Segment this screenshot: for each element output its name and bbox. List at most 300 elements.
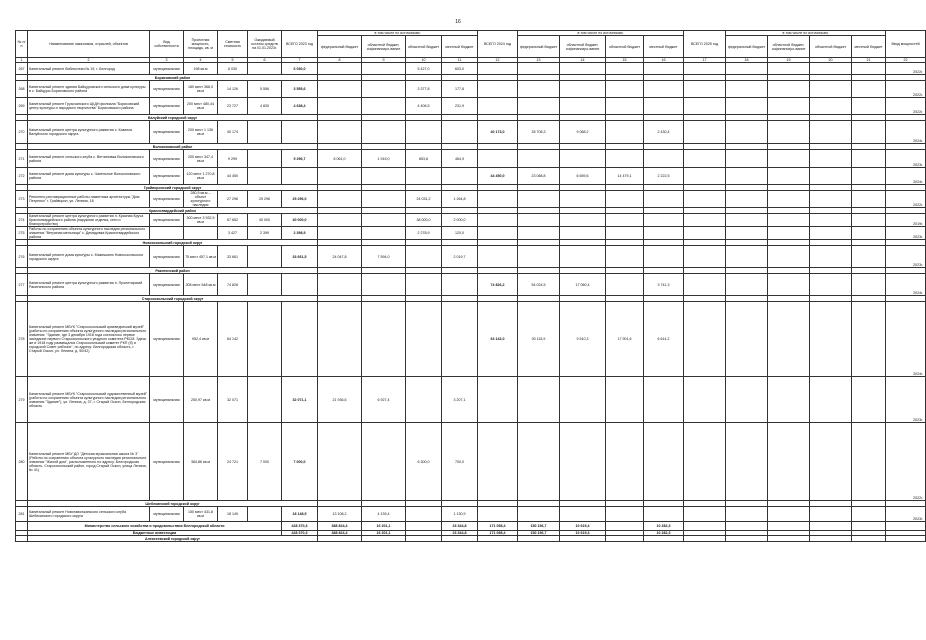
commission-year: 2022г. bbox=[886, 63, 926, 75]
total-2025 bbox=[684, 274, 726, 296]
local-2025 bbox=[852, 423, 886, 501]
local-2023: 2 019,7 bbox=[442, 246, 478, 268]
remainder bbox=[248, 121, 282, 144]
commission-year: 2024г. bbox=[886, 121, 926, 144]
totals-f24: 150 156,7 bbox=[518, 531, 560, 536]
total-2024: 40 173,0 bbox=[478, 121, 518, 144]
commission-year: 2023г. bbox=[886, 377, 926, 423]
section-title: Алексеевский городской округ bbox=[28, 536, 318, 542]
empty-cell bbox=[644, 536, 684, 542]
estimated-cost: 27 296 bbox=[218, 191, 248, 208]
regional-2025 bbox=[810, 227, 852, 240]
column-number: 4 bbox=[184, 58, 218, 63]
header-sources-2023: в том числе по источникам: bbox=[318, 31, 478, 36]
commission-year: 2022г. bbox=[886, 98, 926, 115]
regional-cofin-2025 bbox=[768, 191, 810, 208]
regional-cofin-2025 bbox=[768, 168, 810, 185]
local-2025 bbox=[852, 150, 886, 168]
section-title: Волоконовский район bbox=[28, 144, 318, 150]
federal-2023 bbox=[318, 63, 362, 75]
federal-2025 bbox=[726, 63, 768, 75]
capacity: 280,9 кв.м – объект культурного наследия bbox=[184, 191, 218, 208]
local-2024 bbox=[644, 150, 684, 168]
estimated-cost: 18 149 bbox=[218, 507, 248, 522]
regional-cofin-2024 bbox=[560, 246, 606, 268]
federal-2023 bbox=[318, 214, 362, 227]
regional-2023 bbox=[406, 274, 442, 296]
column-number: 12 bbox=[478, 58, 518, 63]
federal-2023 bbox=[318, 274, 362, 296]
local-2023 bbox=[442, 121, 478, 144]
empty-cell bbox=[684, 522, 726, 531]
federal-2024 bbox=[518, 98, 560, 115]
local-2024 bbox=[644, 98, 684, 115]
header-sources-2024: в том числе по источникам: bbox=[518, 31, 684, 36]
row-number: 274 bbox=[16, 214, 28, 227]
ownership: муниципальная bbox=[150, 507, 184, 522]
regional-cofin-2025 bbox=[768, 377, 810, 423]
remainder bbox=[248, 302, 282, 377]
total-2023: 25 296,0 bbox=[282, 191, 318, 208]
object-name: Ремонтно-реставрационные работы памятника архитектуры "Дом Петренко" г. Грайворон, ул. Ленина, 18 bbox=[28, 191, 150, 208]
total-2024 bbox=[478, 246, 518, 268]
federal-2023 bbox=[318, 302, 362, 377]
federal-2023 bbox=[318, 121, 362, 144]
total-2025 bbox=[684, 227, 726, 240]
table-row bbox=[16, 274, 926, 296]
totals-l24: 10 282,3 bbox=[644, 531, 684, 536]
regional-cofin-2024: 9 510,3 bbox=[560, 302, 606, 377]
totals-t23: 428 370,3 bbox=[282, 522, 318, 531]
empty-cell bbox=[362, 536, 406, 542]
column-number: 16 bbox=[644, 58, 684, 63]
header-obl-2025: областной бюджет bbox=[810, 36, 852, 58]
federal-2025 bbox=[726, 227, 768, 240]
remainder bbox=[248, 246, 282, 268]
capacity: 300 мест 3 932,9 кв.м bbox=[184, 214, 218, 227]
capacity: 200 мест 347,4 кв.м bbox=[184, 150, 218, 168]
remainder: 25 296 bbox=[248, 191, 282, 208]
total-2024: 44 450,0 bbox=[478, 168, 518, 185]
totals-oc23: 16 201,1 bbox=[362, 522, 406, 531]
estimated-cost: 24 721 bbox=[218, 423, 248, 501]
federal-2025 bbox=[726, 150, 768, 168]
capacity bbox=[184, 227, 218, 240]
local-2025 bbox=[852, 168, 886, 185]
federal-2025 bbox=[726, 191, 768, 208]
header-fed-2023: федеральный бюджет bbox=[318, 36, 362, 58]
empty-cell bbox=[560, 536, 606, 542]
regional-2024 bbox=[606, 507, 644, 522]
regional-cofin-2024 bbox=[560, 191, 606, 208]
header-oblcof-2025: областной бюджет, софинансиро-вание bbox=[768, 36, 810, 58]
header-oblcof-2024: областной бюджет, софинансиро-вание bbox=[560, 36, 606, 58]
regional-cofin-2023 bbox=[362, 81, 406, 98]
estimated-cost: 33 661 bbox=[218, 246, 248, 268]
local-2024: 3 741,3 bbox=[644, 274, 684, 296]
total-2025 bbox=[684, 246, 726, 268]
column-number: 11 bbox=[442, 58, 478, 63]
regional-2024: 17 901,6 bbox=[606, 302, 644, 377]
header-obl-2024: областной бюджет bbox=[606, 36, 644, 58]
header-total-2025: ВСЕГО 2025 год bbox=[684, 31, 726, 58]
regional-cofin-2025 bbox=[768, 423, 810, 501]
commission-year: 2022г. bbox=[886, 191, 926, 208]
regional-cofin-2023 bbox=[362, 191, 406, 208]
regional-cofin-2023 bbox=[362, 121, 406, 144]
local-2023 bbox=[442, 274, 478, 296]
totals-o24 bbox=[606, 522, 644, 531]
empty-cell bbox=[852, 536, 886, 542]
empty-cell bbox=[768, 536, 810, 542]
local-2024 bbox=[644, 191, 684, 208]
local-2025 bbox=[852, 191, 886, 208]
total-2025 bbox=[684, 63, 726, 75]
regional-2024: 14 479,1 bbox=[606, 168, 644, 185]
section-title: Борисовский район bbox=[28, 75, 318, 81]
regional-cofin-2023 bbox=[362, 423, 406, 501]
remainder bbox=[248, 150, 282, 168]
section-title: Ракитянский район bbox=[28, 268, 318, 274]
column-number: 17 bbox=[684, 58, 726, 63]
object-name: Капитальный ремонт центра культурного развития с. Казинка Валуйского городского округа bbox=[28, 121, 150, 144]
federal-2023: 24 047,8 bbox=[318, 246, 362, 268]
regional-cofin-2023 bbox=[362, 302, 406, 377]
regional-2024 bbox=[606, 81, 644, 98]
local-2023 bbox=[442, 302, 478, 377]
object-name: Работы по сохранению объекта культурного наследия регионального значения "Ветряная мельница" с. Демидовка Красногвардейского района bbox=[28, 227, 150, 240]
regional-cofin-2025 bbox=[768, 150, 810, 168]
remainder: 40 000 bbox=[248, 214, 282, 227]
total-2023: 2 398,9 bbox=[282, 227, 318, 240]
section-spacer bbox=[16, 536, 28, 542]
total-2023 bbox=[282, 274, 318, 296]
regional-cofin-2025 bbox=[768, 274, 810, 296]
ownership: муниципальная bbox=[150, 377, 184, 423]
total-2024: 64 142,0 bbox=[478, 302, 518, 377]
federal-2024 bbox=[518, 246, 560, 268]
federal-2024 bbox=[518, 150, 560, 168]
row-number: 268 bbox=[16, 81, 28, 98]
header-remainder: Ожидаемый остаток средств на 01.01.2023г. bbox=[248, 31, 282, 58]
regional-2024 bbox=[606, 377, 644, 423]
capacity: 198 кв.м bbox=[184, 63, 218, 75]
header-cost: Сметная стоимость bbox=[218, 31, 248, 58]
regional-cofin-2025 bbox=[768, 121, 810, 144]
total-2023 bbox=[282, 121, 318, 144]
regional-2023 bbox=[406, 377, 442, 423]
local-2023: 120,0 bbox=[442, 227, 478, 240]
local-2024 bbox=[644, 377, 684, 423]
local-2025 bbox=[852, 302, 886, 377]
regional-2024 bbox=[606, 98, 644, 115]
estimated-cost: 3 427 bbox=[218, 227, 248, 240]
table-row bbox=[16, 121, 926, 144]
totals-f23: 388 824,4 bbox=[318, 522, 362, 531]
total-2024 bbox=[478, 507, 518, 522]
federal-2025 bbox=[726, 246, 768, 268]
capacity: 208 мест 648 кв.м bbox=[184, 274, 218, 296]
total-2025 bbox=[684, 150, 726, 168]
column-number: 9 bbox=[362, 58, 406, 63]
object-name: Капитальный ремонт Новотаволжанского сельского клуба Шебекинского городского округа bbox=[28, 507, 150, 522]
total-2024 bbox=[478, 423, 518, 501]
column-number: 18 bbox=[726, 58, 768, 63]
table-row bbox=[16, 81, 926, 98]
regional-cofin-2024 bbox=[560, 227, 606, 240]
regional-2025 bbox=[810, 274, 852, 296]
capacity: 120 мест 1 270,8 кв.м bbox=[184, 168, 218, 185]
regional-2024 bbox=[606, 246, 644, 268]
federal-2024: 54 024,5 bbox=[518, 274, 560, 296]
regional-2023: 3 377,8 bbox=[406, 81, 442, 98]
commission-year: 2022г. bbox=[886, 423, 926, 501]
regional-2024 bbox=[606, 227, 644, 240]
total-2023: 18 148,5 bbox=[282, 507, 318, 522]
totals-row bbox=[16, 522, 926, 531]
total-2025 bbox=[684, 81, 726, 98]
page-number: 16 bbox=[455, 19, 461, 25]
ownership: муниципальная bbox=[150, 98, 184, 115]
local-2023: 3 207,1 bbox=[442, 377, 478, 423]
column-number: 1 bbox=[16, 58, 28, 63]
commission-year: 2023г. bbox=[886, 246, 926, 268]
object-name: Капитальный ремонт дома культуры с. Чапельное Волоконовского района bbox=[28, 168, 150, 185]
regional-cofin-2024 bbox=[560, 377, 606, 423]
regional-cofin-2025 bbox=[768, 63, 810, 75]
ownership: муниципальная bbox=[150, 302, 184, 377]
empty-cell bbox=[810, 522, 852, 531]
totals-label: Министерство сельского хозяйства и продовольствия Белгородской области bbox=[28, 522, 282, 531]
regional-cofin-2025 bbox=[768, 81, 810, 98]
ownership: муниципальная bbox=[150, 191, 184, 208]
estimated-cost: 9 299 bbox=[218, 150, 248, 168]
capacity: 180 мест 366,0 кв.м bbox=[184, 81, 218, 98]
total-2023: 40 000,0 bbox=[282, 214, 318, 227]
regional-cofin-2023: 7 594,0 bbox=[362, 246, 406, 268]
local-2025 bbox=[852, 63, 886, 75]
federal-2024 bbox=[518, 423, 560, 501]
header-ownership: Вид собственности bbox=[150, 31, 184, 58]
local-2023: 231,9 bbox=[442, 98, 478, 115]
header-total-2024: ВСЕГО 2024 год bbox=[478, 31, 518, 58]
total-2023: 6 030,0 bbox=[282, 63, 318, 75]
section-title: Валуйский городской округ bbox=[28, 115, 318, 121]
regional-2024 bbox=[606, 274, 644, 296]
header-total-2023: ВСЕГО 2023 год bbox=[282, 31, 318, 58]
total-2023: 33 661,5 bbox=[282, 246, 318, 268]
row-number: 272 bbox=[16, 168, 28, 185]
header-loc-2024: местный бюджет bbox=[644, 36, 684, 58]
empty-cell bbox=[810, 536, 852, 542]
federal-2025 bbox=[726, 214, 768, 227]
total-2023: 4 638,4 bbox=[282, 98, 318, 115]
header-obl-2023: областной бюджет bbox=[406, 36, 442, 58]
federal-2025 bbox=[726, 302, 768, 377]
column-number: 20 bbox=[810, 58, 852, 63]
regional-2024 bbox=[606, 423, 644, 501]
regional-2023 bbox=[406, 246, 442, 268]
ownership: муниципальная bbox=[150, 81, 184, 98]
column-number: 19 bbox=[768, 58, 810, 63]
total-2025 bbox=[684, 377, 726, 423]
federal-2023 bbox=[318, 168, 362, 185]
ownership: муниципальная bbox=[150, 63, 184, 75]
totals-l23: 23 344,8 bbox=[442, 531, 478, 536]
estimated-cost: 14 126 bbox=[218, 81, 248, 98]
regional-cofin-2024 bbox=[560, 150, 606, 168]
remainder bbox=[248, 507, 282, 522]
regional-cofin-2023 bbox=[362, 98, 406, 115]
empty-cell bbox=[442, 536, 478, 542]
totals-f24: 150 156,7 bbox=[518, 522, 560, 531]
column-number: 10 bbox=[406, 58, 442, 63]
regional-2025 bbox=[810, 168, 852, 185]
header-sources-2025: в том числе по источникам: bbox=[726, 31, 886, 36]
table-row bbox=[16, 214, 926, 227]
commission-year: 2023г. bbox=[886, 507, 926, 522]
empty-cell bbox=[478, 536, 518, 542]
table-row bbox=[16, 98, 926, 115]
federal-2024: 23 088,8 bbox=[518, 168, 560, 185]
total-2025 bbox=[684, 98, 726, 115]
object-name: Капитальный ремонт Грузсчанского ЦКДН филиала "Борисовский центр культуры и народного творчества" Борисовского района bbox=[28, 98, 150, 115]
federal-2024: 30 115,9 bbox=[518, 302, 560, 377]
ownership bbox=[150, 227, 184, 240]
regional-2023 bbox=[406, 168, 442, 185]
regional-2025 bbox=[810, 302, 852, 377]
local-2025 bbox=[852, 227, 886, 240]
object-name: Капитальный ремонт дома культуры с. Макешкино Новооскольского городского округа bbox=[28, 246, 150, 268]
totals-l23: 23 344,8 bbox=[442, 522, 478, 531]
total-2024 bbox=[478, 63, 518, 75]
total-2025 bbox=[684, 214, 726, 227]
federal-2025 bbox=[726, 274, 768, 296]
estimated-cost: 32 071 bbox=[218, 377, 248, 423]
object-name: Капитальный ремонт библиотеки № 19, г. Белгород bbox=[28, 63, 150, 75]
regional-cofin-2025 bbox=[768, 214, 810, 227]
regional-cofin-2023 bbox=[362, 214, 406, 227]
regional-2025 bbox=[810, 81, 852, 98]
commission-year: 2024г. bbox=[886, 302, 926, 377]
table-body bbox=[16, 63, 926, 542]
total-2023 bbox=[282, 168, 318, 185]
total-2024 bbox=[478, 214, 518, 227]
commission-year: 2024г. bbox=[886, 168, 926, 185]
local-2025 bbox=[852, 507, 886, 522]
empty-cell bbox=[726, 522, 768, 531]
regional-2025 bbox=[810, 98, 852, 115]
federal-2023 bbox=[318, 191, 362, 208]
federal-2023: 6 061,0 bbox=[318, 150, 362, 168]
regional-2025 bbox=[810, 150, 852, 168]
regional-2025 bbox=[810, 507, 852, 522]
total-2025 bbox=[684, 191, 726, 208]
section-title: Старооскольский городской округ bbox=[28, 296, 318, 302]
remainder bbox=[248, 274, 282, 296]
row-number: 280 bbox=[16, 423, 28, 501]
total-2025 bbox=[684, 302, 726, 377]
header-fed-2024: федеральный бюджет bbox=[518, 36, 560, 58]
regional-2025 bbox=[810, 246, 852, 268]
federal-2024: 28 708,3 bbox=[518, 121, 560, 144]
total-2024 bbox=[478, 191, 518, 208]
table-row bbox=[16, 302, 926, 377]
ownership: муниципальная bbox=[150, 423, 184, 501]
totals-oc24: 10 619,4 bbox=[560, 531, 606, 536]
empty-cell bbox=[852, 522, 886, 531]
local-2025 bbox=[852, 214, 886, 227]
local-2025 bbox=[852, 81, 886, 98]
regional-2025 bbox=[810, 191, 852, 208]
header-loc-2023: местный бюджет bbox=[442, 36, 478, 58]
section-title: Красногвардейский район bbox=[28, 208, 318, 214]
row-number: 275 bbox=[16, 227, 28, 240]
total-2024 bbox=[478, 81, 518, 98]
header-loc-2025: местный бюджет bbox=[852, 36, 886, 58]
column-number: 2 bbox=[28, 58, 150, 63]
local-2025 bbox=[852, 246, 886, 268]
regional-cofin-2024: 9 068,2 bbox=[560, 121, 606, 144]
empty-cell bbox=[318, 536, 362, 542]
regional-cofin-2025 bbox=[768, 246, 810, 268]
object-name: Капитальный ремонт МБУК "Старооскольский краеведческий музей" (работы по сохранению объекта культурного наследия регионального значения: "Здание, где 3 декабря 1918 года состоялось первое заседание первого Старооскольского уездного комитета РКСМ. Здесь же в 1918 году размещался Старооскольский комитет РКП (б) и городской Совет рабочих", по адресу: Белгородская область, г. Старый Оскол, ул. Ленина, д. 50/42) bbox=[28, 302, 150, 377]
section-title: Шебекинский городской округ bbox=[28, 501, 318, 507]
local-2025 bbox=[852, 274, 886, 296]
column-number: 15 bbox=[606, 58, 644, 63]
empty-cell bbox=[518, 536, 560, 542]
regional-2023: 5 427,0 bbox=[406, 63, 442, 75]
local-2024: 2 222,5 bbox=[644, 168, 684, 185]
section-title: Грайворонский городской округ bbox=[28, 185, 318, 191]
federal-2023: 21 936,6 bbox=[318, 377, 362, 423]
empty-cell bbox=[768, 522, 810, 531]
federal-2023 bbox=[318, 423, 362, 501]
regional-cofin-2023 bbox=[362, 63, 406, 75]
regional-2024 bbox=[606, 63, 644, 75]
federal-2025 bbox=[726, 81, 768, 98]
row-number: 273 bbox=[16, 191, 28, 208]
commission-year: 2019г. bbox=[886, 214, 926, 227]
header-oblcof-2023: областной бюджет, софинансиро-вание bbox=[362, 36, 406, 58]
regional-2023: 4 406,5 bbox=[406, 98, 442, 115]
local-2023: 1 130,9 bbox=[442, 507, 478, 522]
section-title: Новооскольский городской округ bbox=[28, 240, 318, 246]
column-number: 8 bbox=[318, 58, 362, 63]
totals-oc23: 16 201,1 bbox=[362, 531, 406, 536]
capacity: 200 мест 480,44 кв.м bbox=[184, 98, 218, 115]
regional-cofin-2024: 17 060,4 bbox=[560, 274, 606, 296]
federal-2024 bbox=[518, 214, 560, 227]
local-2023: 1 264,8 bbox=[442, 191, 478, 208]
regional-cofin-2025 bbox=[768, 227, 810, 240]
object-name: Капитальный ремонт МБУК "Старооскольский художественный музей" (работы по сохранению объекта культурного наследия регионального значения "Здание"), ул. Ленина, д. 37, г. Старый Оскол, Белгородская область bbox=[28, 377, 150, 423]
object-name: Капитальный ремонт МБУ ДО "Детская музыкальная школа № 3" (Работы по сохранению объекта культурного наследия регионального значения "Жилой дом", расположенного по адресу: Белгородская область, Старооскольский район, город Старый Оскол, улица Ленина, № 41) bbox=[28, 423, 150, 501]
regional-cofin-2023 bbox=[362, 168, 406, 185]
capacity: 384,86 кв.м bbox=[184, 423, 218, 501]
table-row bbox=[16, 507, 926, 522]
regional-2024 bbox=[606, 191, 644, 208]
section-row bbox=[16, 536, 926, 542]
row-number: 271 bbox=[16, 150, 28, 168]
local-2024 bbox=[644, 63, 684, 75]
empty-cell bbox=[406, 536, 442, 542]
federal-2024 bbox=[518, 507, 560, 522]
header-fed-2025: федеральный бюджет bbox=[726, 36, 768, 58]
remainder bbox=[248, 377, 282, 423]
estimated-cost: 23 727 bbox=[218, 98, 248, 115]
commission-year: 2023г. bbox=[886, 227, 926, 240]
